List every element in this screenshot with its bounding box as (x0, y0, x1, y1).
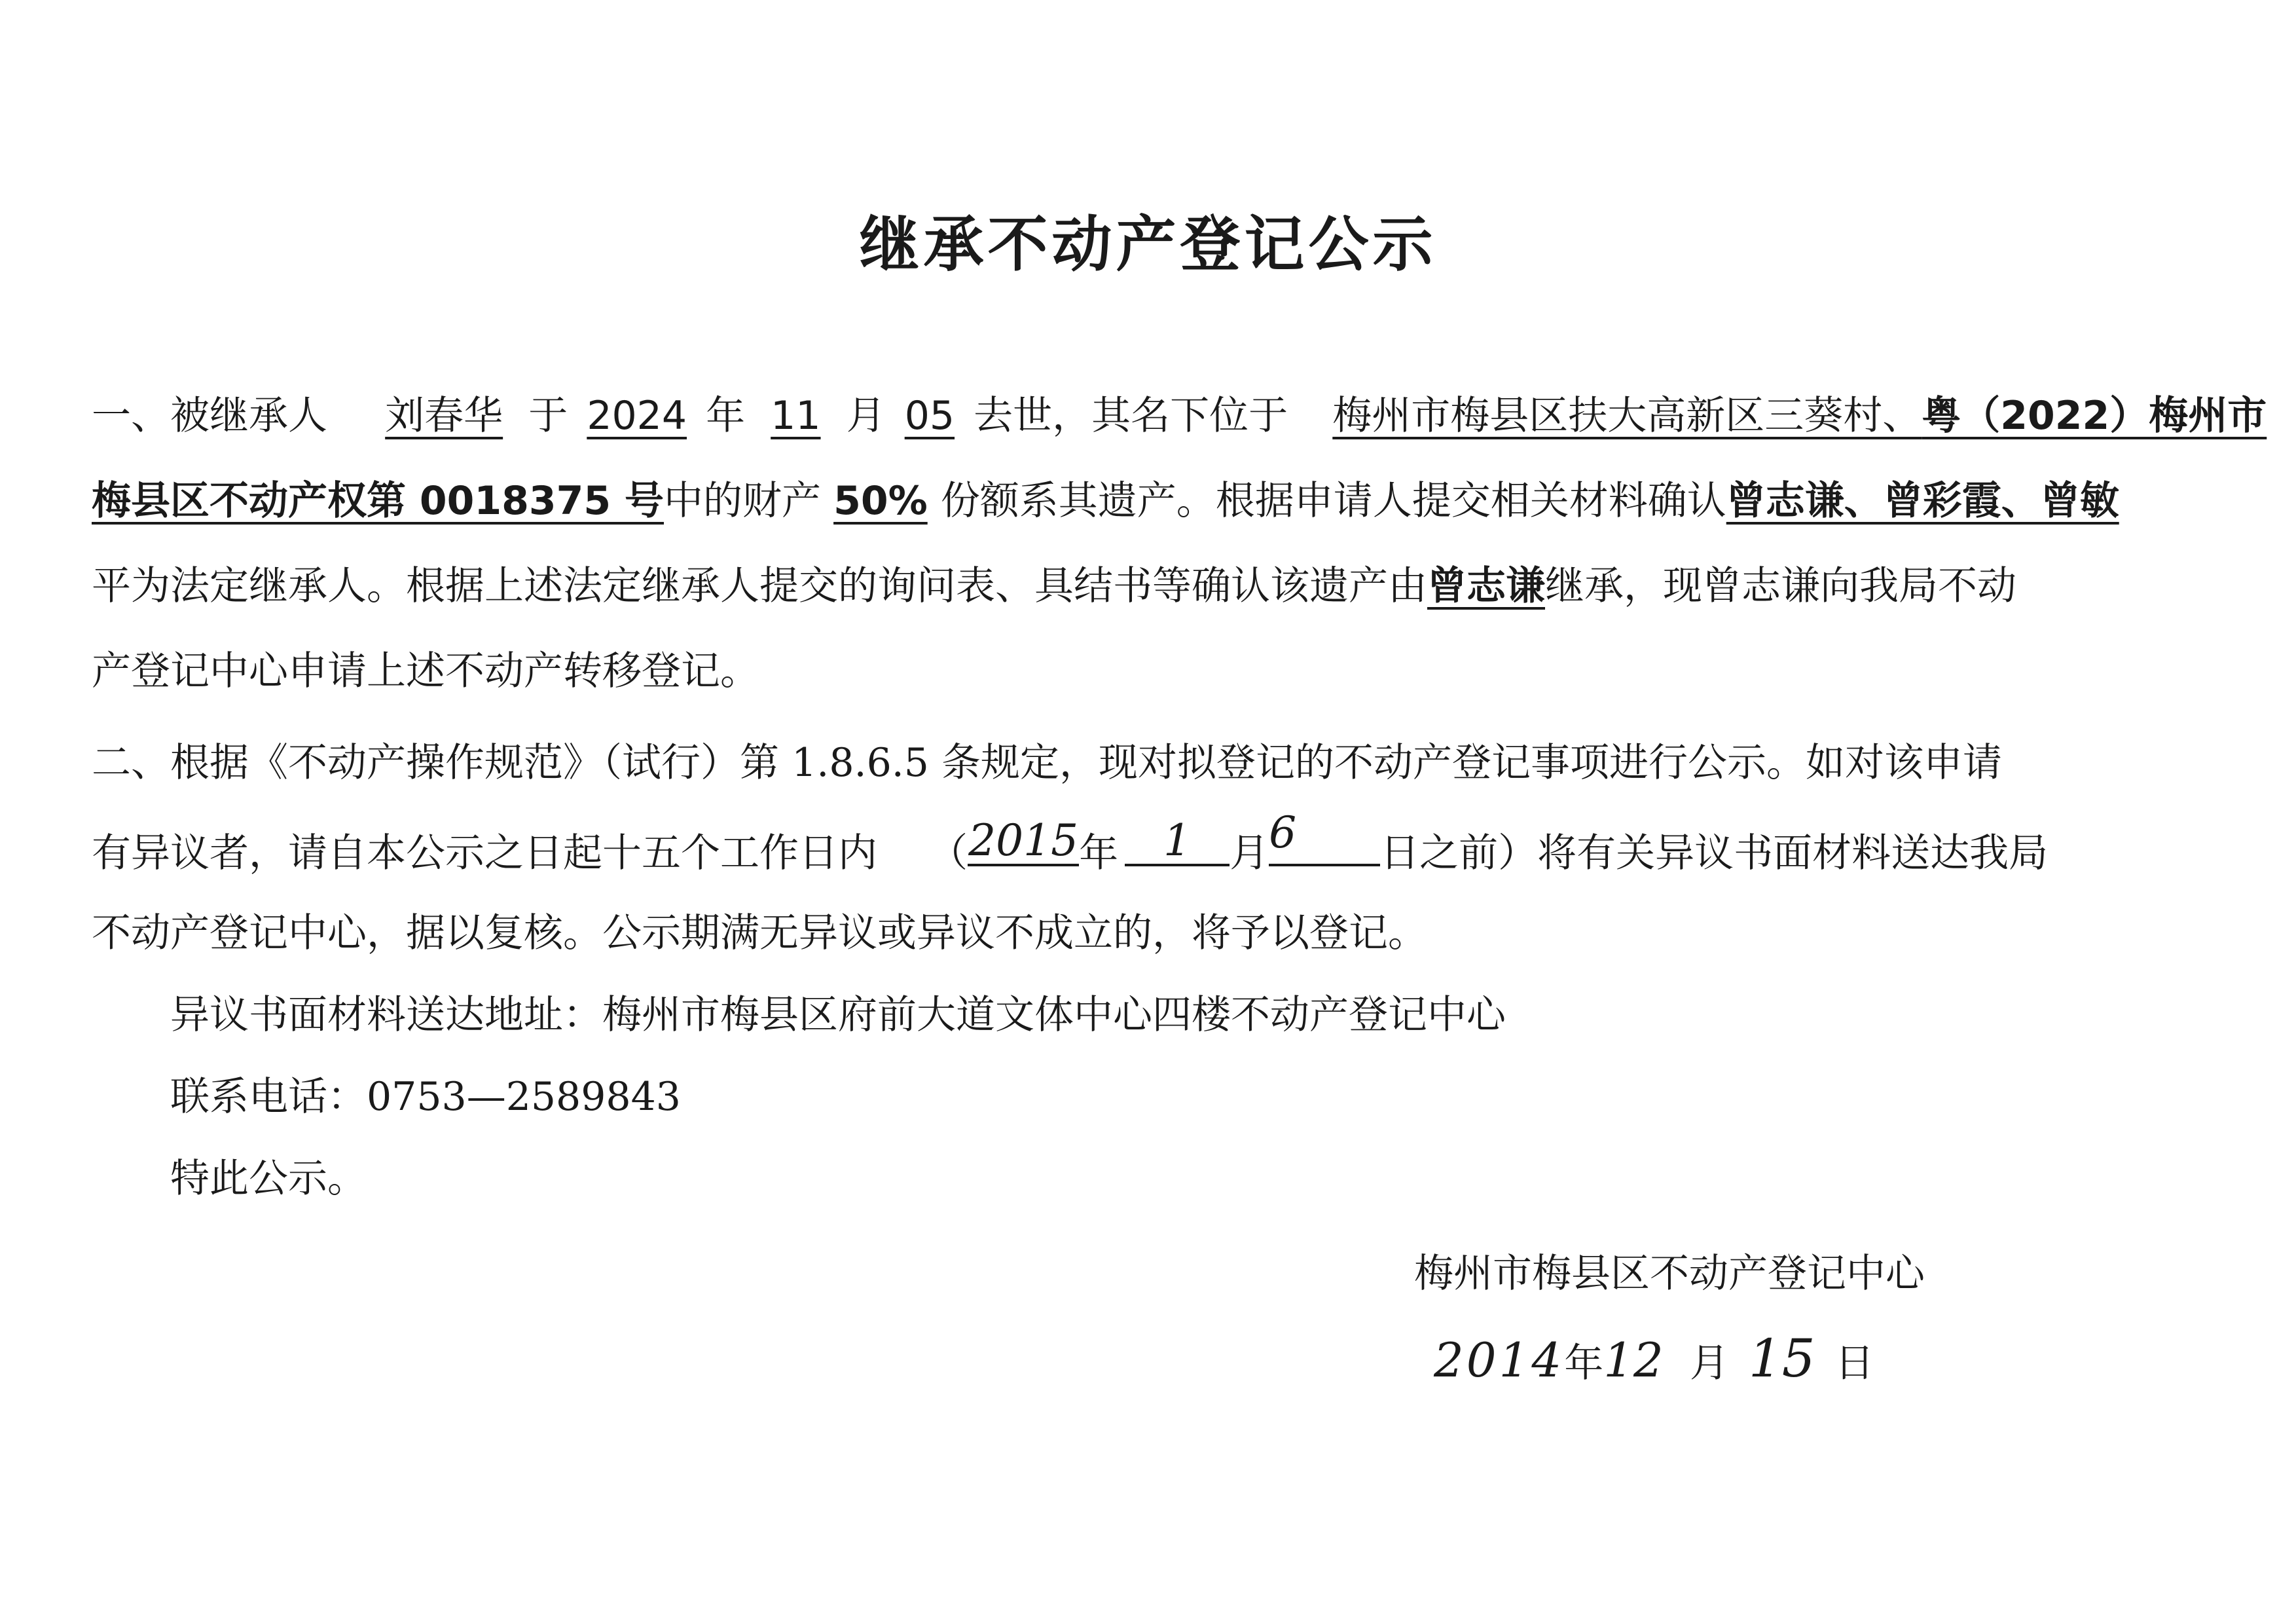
issue-date (1434, 1328, 1874, 1390)
para2-rule-text: 二、根据《不动产操作规范》（试行）第 1.8.6.5 条规定，现对拟登记的不动产登记事项进行公示。如对该申请 (92, 740, 2003, 786)
para1-transfer-text: 产登记中心申请上述不动产转移登记。 (92, 648, 759, 694)
legal-heirs-part1: 曾志谦、曾彩霞、曾敏 (1726, 478, 2119, 524)
para1-share-text: 份额系其遗产。根据申请人提交相关材料确认 (940, 478, 1726, 524)
property-cert-part1: 粤（2022）梅州市 (1922, 393, 2267, 439)
para2-review-text: 不动产登记中心，据以复核。公示期满无异议或异议不成立的，将予以登记。 (92, 910, 1427, 956)
inheritor-name: 曾志谦 (1427, 563, 1545, 609)
address-text: 异议书面材料送达地址：梅州市梅县区府前大道文体中心四楼不动产登记中心 (170, 992, 1506, 1038)
para1-heirs-text: 为法定继承人。根据上述法定继承人提交的询问表、具结书等确认该遗产由 (131, 563, 1427, 609)
contact-phone (170, 1071, 681, 1123)
para2-deadline-text: 日之前）将有关异议书面材料送达我局 (1380, 830, 2049, 876)
para1-line2 (92, 475, 2119, 527)
issue-date-month: 12 (1603, 1333, 1664, 1388)
para2-paren-open: （ (928, 830, 968, 876)
para1-year-unit: 年 (706, 393, 746, 439)
deadline-month-unit: 月 (1230, 830, 1269, 876)
deadline-year-unit: 年 (1079, 830, 1119, 876)
issue-date-year: 2014 (1434, 1333, 1565, 1388)
deadline-year: 2015 (968, 815, 1079, 866)
para1-line4 (92, 645, 759, 697)
para2-objection-text: 有异议者，请自本公示之日起十五个工作日内 (92, 830, 877, 876)
deadline-year-blank (968, 815, 1079, 866)
property-share: 50% (833, 478, 928, 524)
para1-line3 (92, 560, 2016, 612)
deadline-day-blank (1269, 807, 1380, 866)
issuing-organization: 梅州市梅县区不动产登记中心 (1414, 1251, 1925, 1297)
para1-passed-text: 去世，其名下位于 (974, 393, 1288, 439)
death-month: 11 (771, 393, 821, 439)
heir-name: 刘春华 (385, 393, 503, 439)
issue-date-day-unit: 日 (1834, 1340, 1874, 1386)
para1-inherit-text: 继承，现曾志谦向我局不动 (1545, 563, 2016, 609)
objection-address (170, 989, 1506, 1041)
para2-line2 (92, 807, 2049, 876)
closing-text: 特此公示。 (170, 1156, 367, 1202)
para1-property-text: 中的财产 (664, 478, 822, 524)
para1-line1 (92, 390, 2267, 442)
deadline-month: 1 (1163, 815, 1192, 866)
property-cert-part2: 梅县区不动产权第 0018375 号 (92, 478, 665, 524)
para2-line3 (92, 907, 1427, 959)
deadline-day: 6 (1269, 807, 1297, 858)
para1-yu: 于 (528, 393, 568, 439)
issue-date-year-unit: 年 (1564, 1340, 1604, 1386)
deadline-month-blank (1125, 815, 1230, 866)
phone-text: 联系电话：0753—2589843 (170, 1074, 681, 1120)
issue-date-day: 15 (1748, 1328, 1815, 1389)
closing-line (170, 1153, 367, 1205)
property-location: 梅州市梅县区扶大高新区三葵村、 (1332, 393, 1922, 439)
document-title: 继承不动产登记公示 (859, 210, 1437, 280)
death-day: 05 (904, 393, 955, 439)
para2-line1 (92, 737, 2002, 789)
death-year: 2024 (587, 393, 687, 439)
para1-month-unit: 月 (846, 393, 886, 439)
legal-heirs-part2: 平 (92, 563, 131, 609)
issue-date-month-unit: 月 (1689, 1340, 1729, 1386)
para1-intro: 一、被继承人 (92, 393, 327, 439)
